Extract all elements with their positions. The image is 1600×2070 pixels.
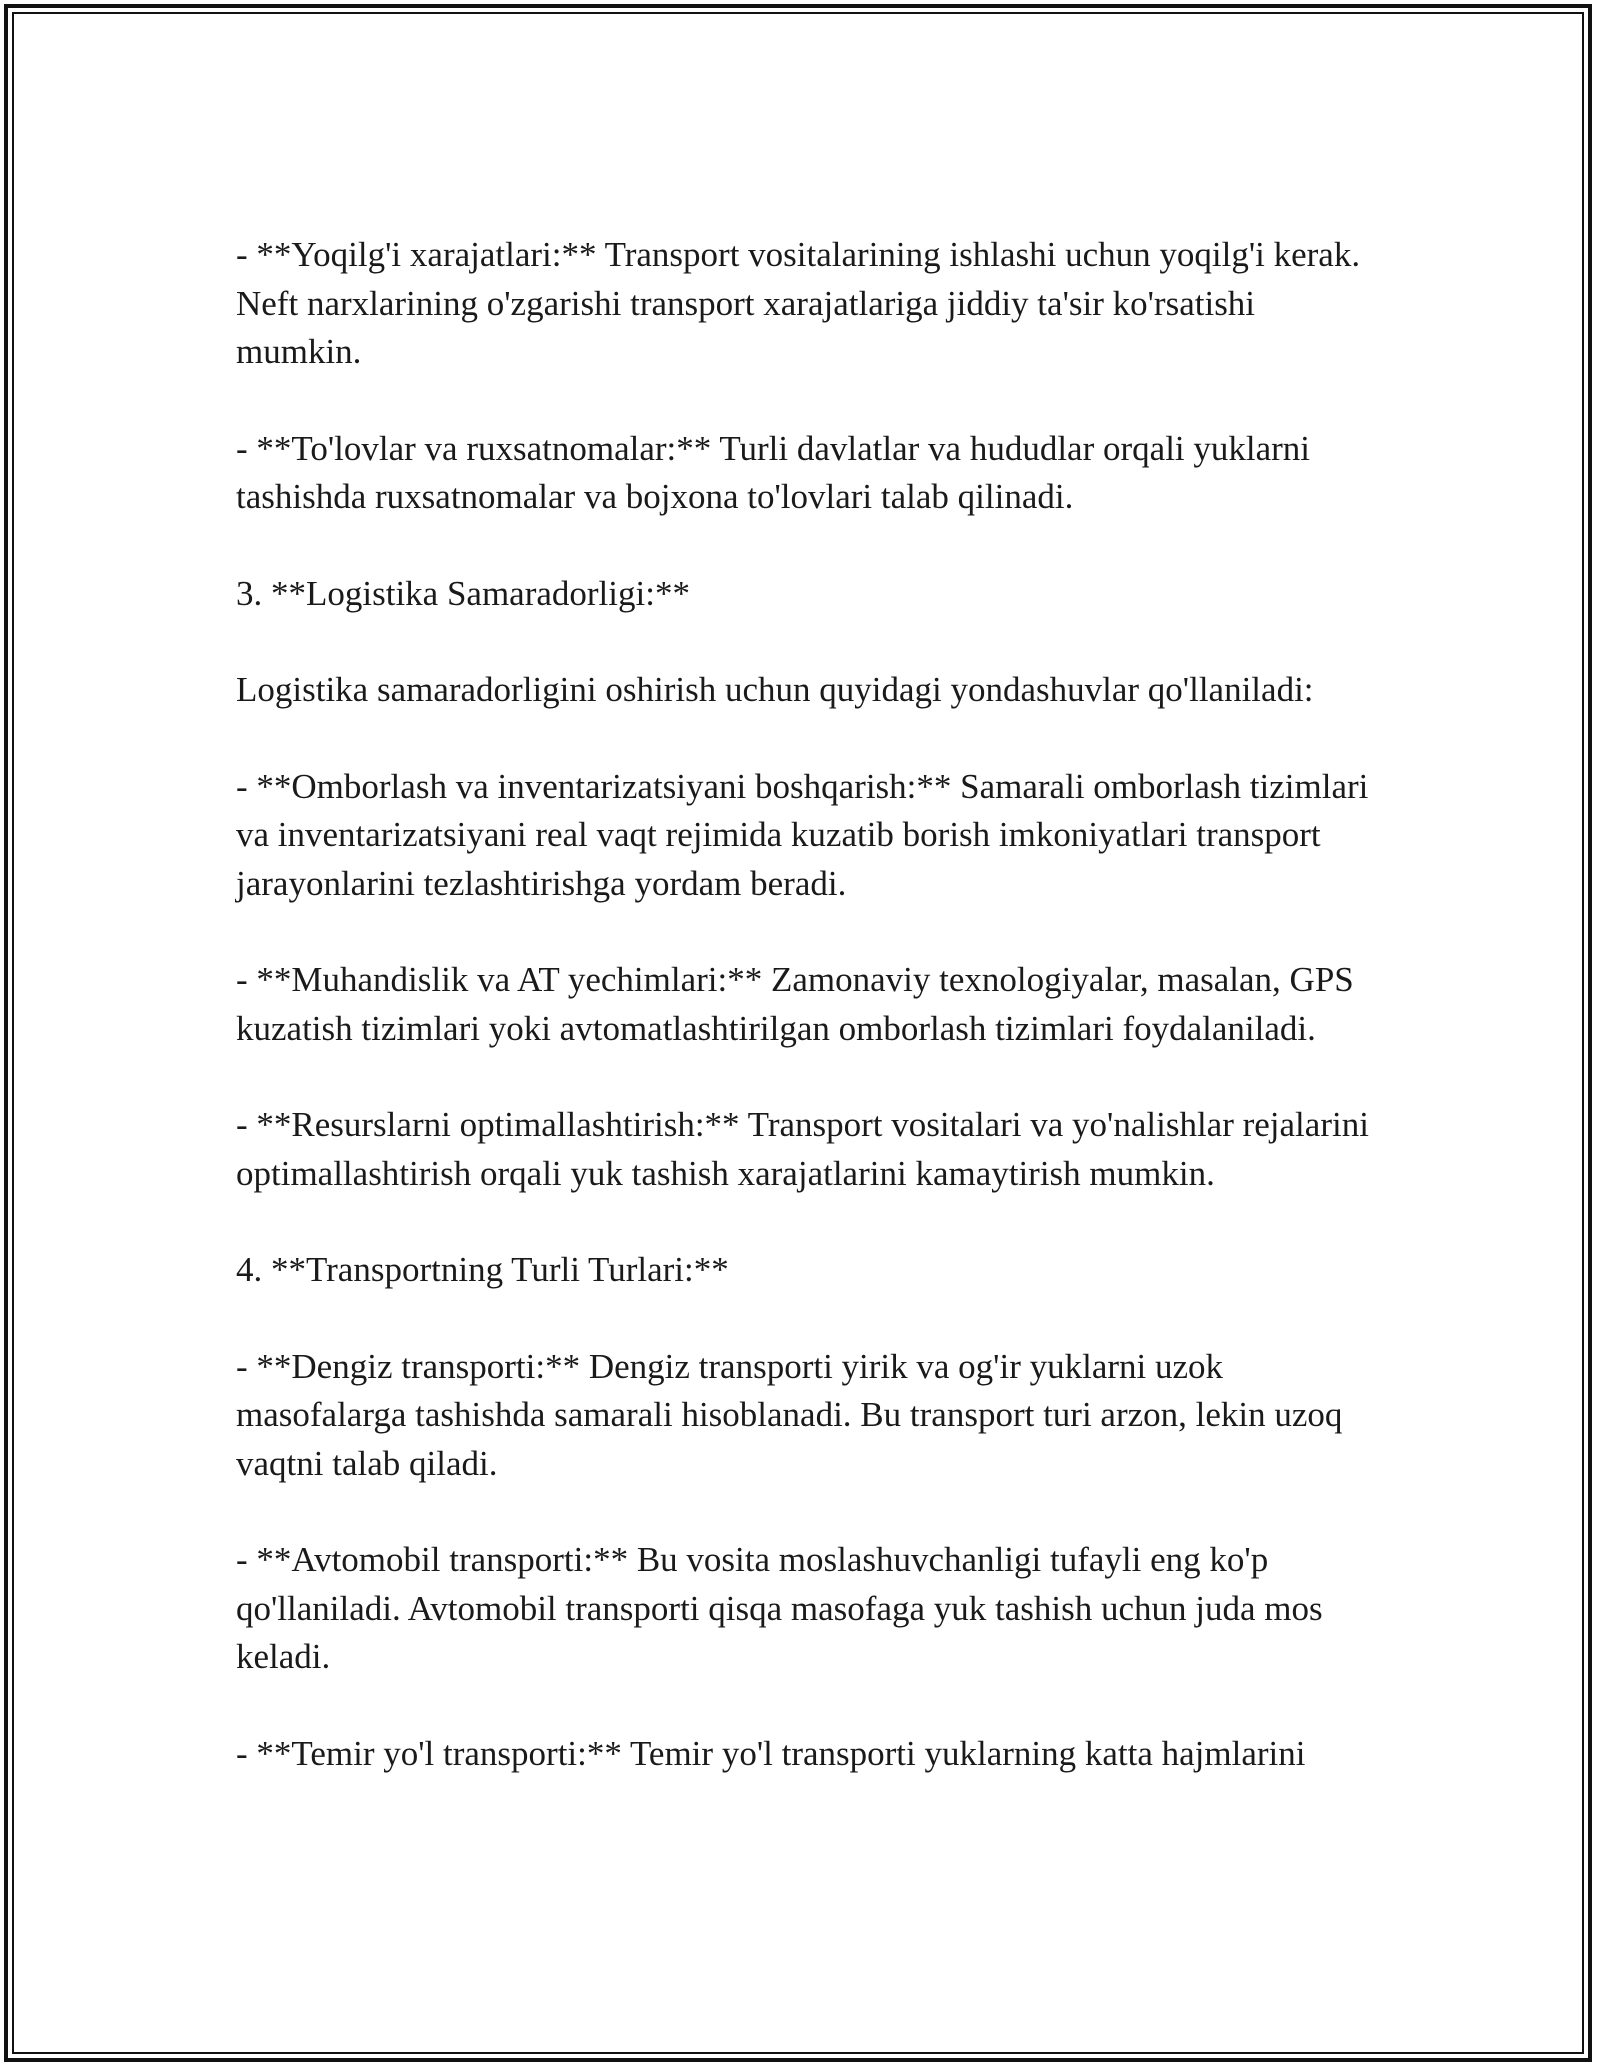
section-heading-logistics-efficiency: 3. **Logistika Samaradorligi:**	[236, 573, 690, 613]
paragraph-warehousing: - **Omborlash va inventarizatsiyani boshqarish:** Samarali omborlash tizimlari va inventarizatsiyani real vaqt rejimida kuzatib borish imkoniyatlari transport jarayonlarini tezlashtirishga yordam beradi.	[236, 766, 1369, 903]
paragraph-sea-transport: - **Dengiz transporti:** Dengiz transporti yirik va og'ir yuklarni uzok masofalarga tashishda samarali hisoblanadi. Bu transport turi arzon, lekin uzoq vaqtni talab qiladi.	[236, 1346, 1343, 1483]
section-heading-transport-types: 4. **Transportning Turli Turlari:**	[236, 1250, 729, 1289]
paragraph-payments-permits: - **To'lovlar va ruxsatnomalar:** Turli davlatlar va hududlar orqali yuklarni tashishda ruxsatnomalar va bojxona to'lovlari talab qilinadi.	[236, 428, 1311, 516]
document-body	[236, 231, 1376, 1826]
paragraph-resource-optimization: - **Resurslarni optimallashtirish:** Transport vositalari va yo'nalishlar rejalarini optimallashtirish orqali yuk tashish xarajatlarini kamaytirish mumkin.	[236, 1105, 1369, 1193]
paragraph-road-transport: - **Avtomobil transporti:** Bu vosita moslashuvchanligi tufayli eng ko'p qo'llaniladi. Avtomobil transporti qisqa masofaga yuk tashish uchun juda mos keladi.	[236, 1540, 1323, 1676]
paragraph-engineering-it: - **Muhandislik va AT yechimlari:** Zamonaviy texnologiyalar, masalan, GPS kuzatish tizimlari yoki avtomatlashtirilgan omborlash tizimlari foydalaniladi.	[236, 960, 1354, 1048]
paragraph-logistics-intro: Logistika samaradorligini oshirish uchun quyidagi yondashuvlar qo'llaniladi:	[236, 670, 1314, 709]
paragraph-rail-transport: - **Temir yo'l transporti:** Temir yo'l transporti yuklarning katta hajmlarini	[236, 1733, 1306, 1773]
paragraph-fuel-costs: - **Yoqilg'i xarajatlari:** Transport vositalarining ishlashi uchun yoqilg'i kerak. Neft narxlarining o'zgarishi transport xarajatlariga jiddiy ta'sir ko'rsatishi mumkin.	[236, 235, 1361, 371]
